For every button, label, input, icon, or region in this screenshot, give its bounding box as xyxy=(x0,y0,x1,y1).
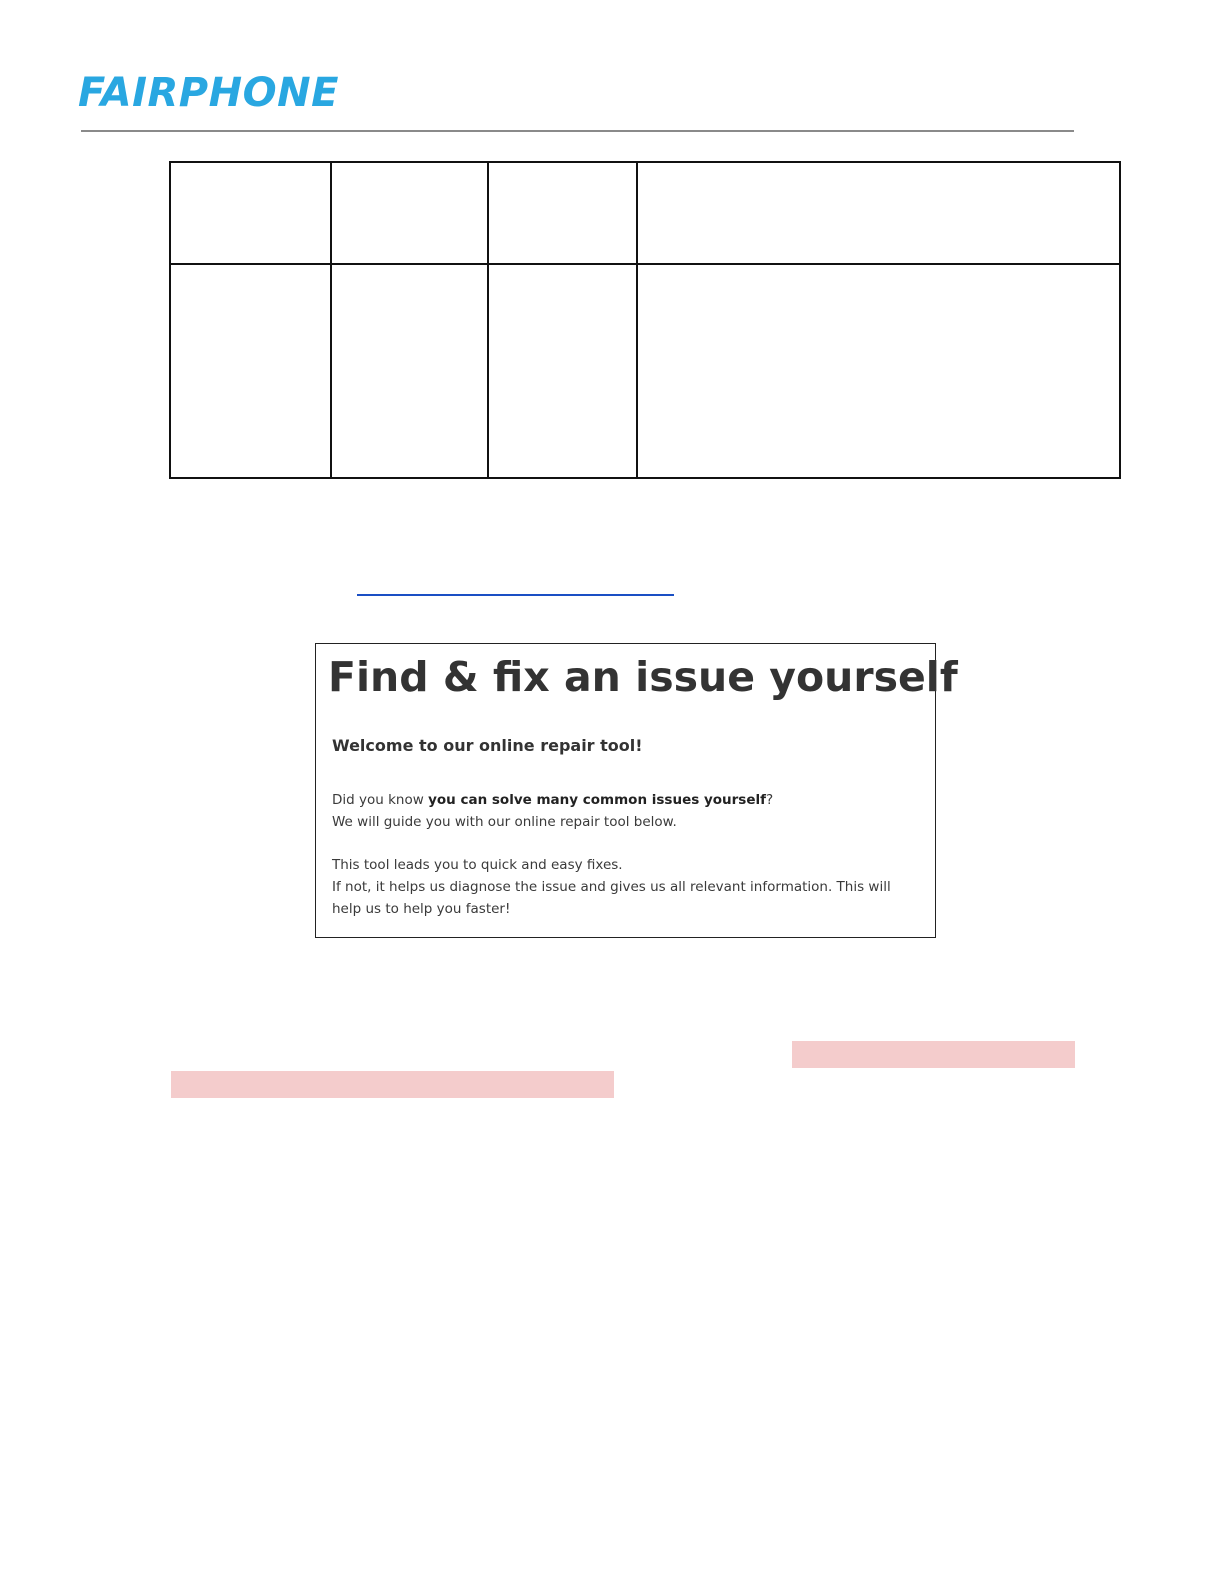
table-row xyxy=(170,162,1120,264)
screenshot-paragraph-2 xyxy=(332,854,922,920)
table-cell xyxy=(170,264,331,478)
paragraph-line: Did you know you can solve many common issues yourself? xyxy=(332,792,774,808)
paragraph-line: If not, it helps us diagnose the issue and gives us all relevant information. This will help us to help you faster! xyxy=(332,879,891,917)
paragraph-line: We will guide you with our online repair tool below. xyxy=(332,814,677,830)
table-cell xyxy=(488,162,637,264)
hyperlink-underline[interactable] xyxy=(357,594,674,596)
table-cell xyxy=(637,162,1120,264)
screenshot-title: Find & fix an issue yourself xyxy=(328,653,958,701)
table-cell xyxy=(488,264,637,478)
fairphone-logo: FAIRPHONE xyxy=(78,70,339,116)
info-table xyxy=(169,161,1121,479)
screenshot-paragraph-1 xyxy=(332,789,922,833)
redaction-block xyxy=(171,1071,614,1098)
header-divider xyxy=(81,130,1074,132)
embedded-screenshot xyxy=(315,643,958,938)
redaction-block xyxy=(792,1041,1075,1068)
table-cell xyxy=(331,264,488,478)
paragraph-line: This tool leads you to quick and easy fixes. xyxy=(332,857,623,873)
table-row xyxy=(170,264,1120,478)
table-cell xyxy=(170,162,331,264)
table-cell xyxy=(331,162,488,264)
table-cell xyxy=(637,264,1120,478)
screenshot-subtitle: Welcome to our online repair tool! xyxy=(332,736,643,755)
